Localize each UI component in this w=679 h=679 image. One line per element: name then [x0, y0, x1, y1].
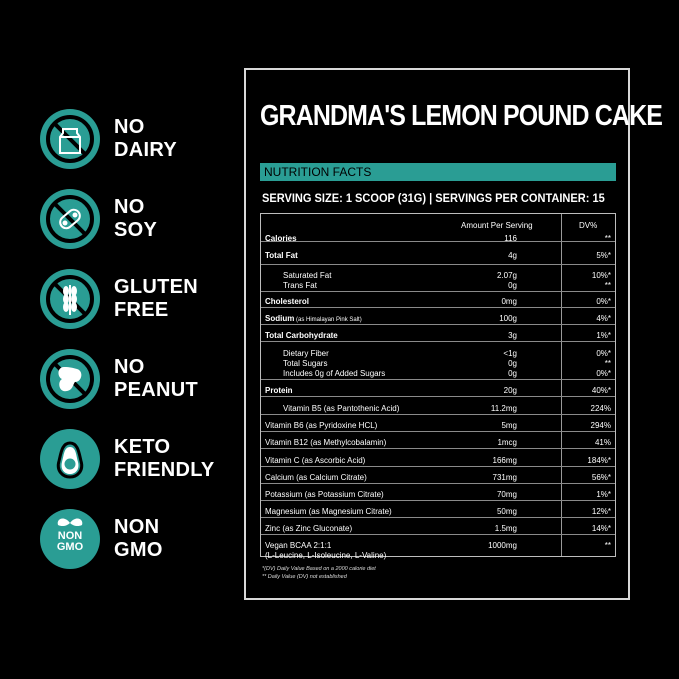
claim-non-gmo [40, 504, 163, 574]
nutrition-facts-header: NUTRITION FACTS [260, 163, 616, 181]
nutrient-amount: 166mg [492, 456, 517, 465]
product-title: GRANDMA'S LEMON POUND CAKE [260, 100, 663, 132]
nutrient-dv: 0%* [596, 297, 611, 306]
nutrient-name: Vitamin B6 (as Pyridoxine HCL) [265, 421, 378, 430]
nutrient-amount: 731mg [492, 473, 517, 482]
nutrient-dv: 14%* [591, 524, 611, 533]
nutrition-panel [244, 68, 663, 600]
nutrient-amount: 0g [508, 359, 517, 368]
nutrient-dv: 41% [594, 438, 611, 447]
nutrient-name: Dietary Fiber [283, 349, 329, 358]
nutrition-table [260, 213, 616, 560]
nutrient-dv: 184%* [587, 456, 611, 465]
nutrient-dv: 294% [590, 421, 611, 430]
milk-carton-icon [40, 109, 100, 169]
nutrient-name: Saturated Fat [283, 271, 332, 280]
nutrient-amount: 0g [508, 281, 517, 290]
nutrient-amount: 1000mg [488, 541, 517, 550]
nutrient-dv: 0%* [596, 369, 611, 378]
nutrient-amount: 50mg [496, 507, 517, 516]
nutrient-name: (L-Leucine, L-Isoleucine, L-Valine) [265, 551, 387, 560]
nutrient-name: Total Sugars [283, 359, 328, 368]
peanut-icon [40, 349, 100, 409]
nutrient-amount: 0g [508, 369, 517, 378]
claim-no-soy [40, 184, 157, 254]
nutrient-dv: 224% [590, 404, 611, 413]
nutrient-dv: 1%* [596, 490, 611, 499]
nutrient-name: Magnesium (as Magnesium Citrate) [265, 507, 392, 516]
header-amount: Amount Per Serving [461, 221, 533, 230]
nutrient-name: Zinc (as Zinc Gluconate) [265, 524, 353, 533]
claim-gluten-free-label: GLUTEN FREE [114, 276, 199, 321]
claim-keto-friendly-label: KETO FRIENDLY [114, 436, 215, 481]
nutrient-name: Protein [265, 386, 293, 395]
nutrient-name: Calories [265, 234, 297, 243]
nutrient-name: Vitamin B5 (as Pantothenic Acid) [283, 404, 400, 413]
nutrient-name: Potassium (as Potassium Citrate) [265, 490, 384, 499]
footnote-dv: *(DV) Daily Value Based on a 2000 calorie diet [262, 566, 376, 572]
nutrient-name: Vitamin B12 (as Methylcobalamin) [265, 438, 387, 447]
claim-no-dairy-label: NO DAIRY [114, 116, 177, 161]
claim-no-peanut [40, 344, 198, 414]
nutrient-name: Cholesterol [265, 297, 310, 306]
nutrient-amount: 1mcg [497, 438, 517, 447]
nutrient-name: Vitamin C (as Ascorbic Acid) [265, 456, 366, 465]
nutrient-name: Calcium (as Calcium Citrate) [265, 473, 367, 482]
nutrient-name: Total Fat [265, 251, 298, 260]
nutrient-name: Total Carbohydrate [265, 331, 338, 340]
nutrient-dv: 1%* [596, 331, 611, 340]
nutrient-name: Sodium (as Himalayan Pink Salt) [265, 314, 362, 323]
non-gmo-badge-text: NON GMO [56, 530, 84, 553]
nutrient-amount: 4g [508, 251, 517, 260]
claim-no-peanut-label: NO PEANUT [114, 356, 199, 401]
nutrient-dv: ** [604, 281, 611, 290]
nutrient-dv: 12%* [591, 507, 611, 516]
nutrient-dv: ** [604, 234, 611, 243]
nutrient-amount: 100g [499, 314, 517, 323]
nutrient-name: Includes 0g of Added Sugars [283, 369, 386, 378]
soybean-icon [40, 189, 100, 249]
claim-keto-friendly [40, 424, 215, 494]
nutrient-dv: 0%* [596, 349, 611, 358]
nutrient-dv: 56%* [591, 473, 611, 482]
nutrient-amount: 3g [508, 331, 517, 340]
nutrient-name: Trans Fat [283, 281, 317, 290]
nutrient-amount: 70mg [496, 490, 517, 499]
nutrient-amount: 0mg [501, 297, 517, 306]
nutrient-dv: 40%* [591, 386, 611, 395]
claim-no-soy-label: NO SOY [114, 196, 158, 241]
nutrient-amount: <1g [503, 349, 517, 358]
nutrient-note: (as Himalayan Pink Salt) [294, 317, 362, 323]
nutrient-name: Vegan BCAA 2:1:1 [265, 541, 332, 550]
nutrient-dv: ** [604, 359, 611, 368]
wheat-icon [40, 269, 100, 329]
nutrient-amount: 5mg [501, 421, 517, 430]
nutrient-dv: ** [604, 541, 611, 550]
header-dv: DV% [579, 221, 598, 230]
footnote-not-established: ** Daily Value (DV) not established [262, 574, 347, 580]
nutrient-amount: 116 [504, 234, 517, 243]
avocado-icon [40, 429, 100, 489]
nutrient-dv: 10%* [591, 271, 611, 280]
claim-non-gmo-label: NON GMO [114, 516, 163, 561]
serving-info: SERVING SIZE: 1 SCOOP (31G) | SERVINGS PER CONTAINER: 15 [262, 191, 605, 205]
nutrient-dv: 5%* [596, 251, 611, 260]
non-gmo-icon [40, 509, 100, 569]
nutrient-amount: 20g [503, 386, 517, 395]
nutrient-amount: 1.5mg [494, 524, 517, 533]
claim-no-dairy [40, 104, 177, 174]
nutrient-dv: 4%* [596, 314, 611, 323]
nutrient-amount: 2.07g [496, 271, 517, 280]
claim-gluten-free [40, 264, 198, 334]
nutrient-amount: 11.2mg [490, 404, 517, 413]
